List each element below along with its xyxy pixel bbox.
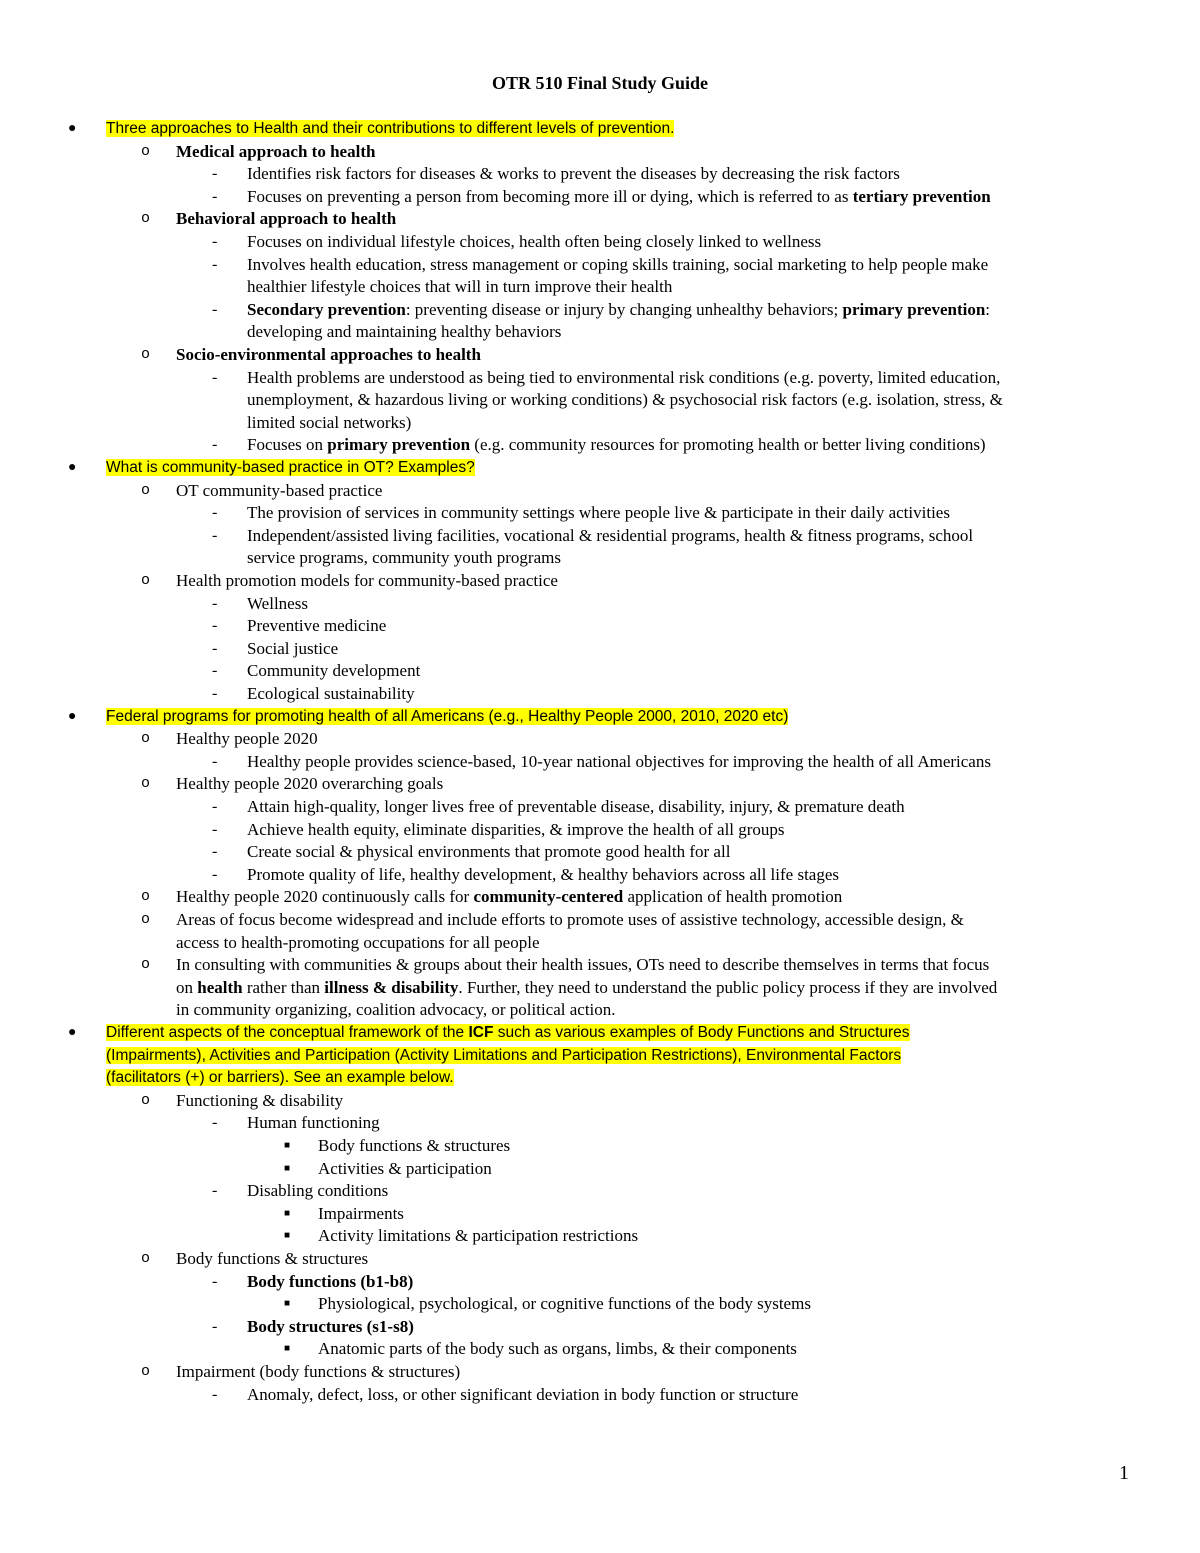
list-item-level-3 [247, 1316, 414, 1339]
bullet-icon: ● [68, 708, 77, 724]
list-item-text [176, 209, 396, 228]
bold-text: Body structures [247, 1316, 363, 1336]
list-item-text: healthier lifestyle choices that will in turn improve their health [247, 277, 673, 297]
list-item-text: Impairment (body functions & structures) [176, 1362, 461, 1381]
list-item-text: Physiological, psychological, or cognitive functions of the body systems [318, 1294, 811, 1314]
list-item-text: Body functions & structures [318, 1136, 511, 1155]
list-item-text: Independent/assisted living facilities, vocational & residential programs, health & fitness programs, school [247, 525, 974, 545]
list-item-level-4 [318, 1158, 492, 1181]
list-item-text [176, 978, 997, 997]
dash-bullet-icon: - [212, 594, 218, 612]
list-item-level-3 [247, 321, 561, 344]
list-item-text: Preventive medicine [247, 616, 387, 636]
list-item-level-2 [176, 999, 616, 1022]
list-item-level-1 [106, 706, 788, 729]
list-item-text: Healthy people 2020 [176, 729, 318, 749]
list-item-text: OT community-based practice [176, 480, 383, 500]
list-item-text [176, 345, 481, 364]
text-run: (e.g. community resources for promoting health or better living conditions) [470, 435, 986, 455]
list-item-level-2 [176, 932, 540, 955]
list-item-text: Healthy people provides science-based, 10-year national objectives for improving the health of all Americans [247, 751, 991, 771]
list-item-text: in community organizing, coalition advocacy, or political action. [176, 1000, 616, 1020]
dash-bullet-icon: - [212, 165, 218, 183]
page-title: OTR 510 Final Study Guide [491, 73, 709, 93]
dash-bullet-icon: - [212, 639, 218, 657]
list-item-text: Promote quality of life, healthy development, & healthy behaviors across all life stages [247, 864, 840, 884]
dash-bullet-icon: - [212, 187, 218, 205]
list-item-level-3 [247, 299, 990, 322]
list-item-level-2 [176, 1248, 368, 1271]
list-item-text: Community development [247, 661, 421, 681]
list-item-text [176, 887, 842, 906]
list-item-level-3 [247, 796, 905, 819]
list-item-level-3 [247, 864, 839, 887]
text-run: : [985, 299, 991, 319]
list-item-text: limited social networks) [247, 412, 412, 432]
dash-bullet-icon: - [212, 1272, 218, 1290]
list-item-text: unemployment, & hazardous living or working conditions) & psychosocial risk factors (e.g. isolation, stress, & [247, 390, 1003, 410]
list-item-text: (Impairments), Activities and Participation (Activity Limitations and Participation Restrictions), Environmental Factors [106, 1046, 902, 1064]
list-item-level-2 [176, 977, 997, 1000]
list-item-level-1 [106, 1022, 910, 1045]
bullet-icon: ● [68, 121, 77, 136]
bold-text: Secondary prevention [247, 299, 406, 319]
bold-text: primary prevention [327, 435, 471, 455]
list-item-text [176, 142, 375, 161]
dash-bullet-icon: - [212, 752, 218, 770]
list-item-level-3 [247, 389, 1003, 412]
list-item-level-3 [247, 1112, 380, 1135]
dash-bullet-icon: - [212, 820, 218, 838]
circle-bullet-icon: o [141, 956, 151, 974]
bold-text: tertiary prevention [852, 186, 991, 206]
text-run: rather than [242, 977, 325, 997]
text-run: Focuses on preventing a person from becoming more ill or dying, which is referred to as [247, 186, 853, 206]
list-item-level-3 [247, 231, 821, 254]
circle-bullet-icon: o [141, 888, 151, 906]
list-item-text: Disabling conditions [247, 1181, 389, 1201]
list-item-level-4 [318, 1293, 811, 1316]
list-item-text: Create social & physical environments that promote good health for all [247, 842, 731, 862]
dash-bullet-icon: - [212, 1182, 218, 1200]
bold-text: Medical approach to health [176, 141, 376, 161]
circle-bullet-icon: o [141, 911, 151, 928]
circle-bullet-icon: o [141, 1091, 151, 1109]
dash-bullet-icon: - [212, 300, 218, 318]
text-run: such as various examples of Body Functions and Structures [493, 1024, 910, 1041]
list-item-text: In consulting with communities & groups about their health issues, OTs need to describe themselves in terms that focus [176, 955, 990, 975]
dash-bullet-icon: - [212, 526, 218, 544]
list-item-level-2 [176, 773, 443, 796]
dash-bullet-icon: - [212, 233, 218, 250]
list-item-text [247, 187, 991, 206]
bullet-icon: ● [68, 1025, 77, 1040]
list-item-level-2 [176, 570, 558, 593]
list-item-level-3 [247, 276, 672, 299]
circle-bullet-icon: o [141, 1250, 151, 1267]
list-item-level-2 [176, 344, 481, 367]
list-item-text: Body functions & structures [176, 1249, 369, 1268]
bold-text: Behavioral approach to health [176, 209, 397, 229]
bold-text: health [197, 977, 243, 997]
list-item-level-2 [176, 886, 842, 909]
list-item-level-1 [106, 457, 475, 480]
list-item-text: Identifies risk factors for diseases & works to prevent the diseases by decreasing the risk factors [247, 164, 900, 184]
list-item-level-4 [318, 1225, 638, 1248]
list-item-level-4 [318, 1203, 404, 1226]
circle-bullet-icon: o [141, 346, 151, 363]
list-item-text: Involves health education, stress management or coping skills training, social marketing to help people make [247, 254, 989, 274]
list-item-text: Anatomic parts of the body such as organs, limbs, & their components [318, 1339, 797, 1359]
text-run: : preventing disease or injury by changing unhealthy behaviors; [405, 299, 843, 319]
list-item-level-3 [247, 412, 411, 435]
list-item-level-3 [247, 525, 973, 548]
page-number: 1 [1119, 1462, 1129, 1484]
bold-text: ICF [468, 1024, 494, 1041]
bullet-icon: ● [68, 460, 77, 475]
list-item-level-3 [247, 434, 986, 457]
list-item-level-1 [106, 118, 674, 141]
list-item-level-2 [176, 141, 375, 164]
list-item-level-3 [247, 254, 988, 277]
dash-bullet-icon: - [212, 685, 218, 702]
dash-bullet-icon: - [212, 255, 218, 273]
bold-text: Socio-environmental approaches to health [176, 345, 481, 364]
square-bullet-icon: ■ [284, 1162, 291, 1174]
list-item-level-3 [247, 163, 900, 186]
bold-text: primary prevention [842, 299, 986, 319]
list-item-text: access to health-promoting occupations for all people [176, 932, 540, 952]
square-bullet-icon: ■ [284, 1140, 291, 1151]
list-item-level-3 [247, 683, 415, 706]
list-item-level-1 [106, 1067, 454, 1090]
dash-bullet-icon: - [212, 1385, 218, 1403]
dash-bullet-icon: - [212, 662, 218, 680]
list-item-level-2 [176, 954, 989, 977]
list-item-text: Wellness [247, 593, 308, 613]
dash-bullet-icon: - [212, 617, 218, 635]
dash-bullet-icon: - [212, 798, 218, 815]
list-item-level-3 [247, 367, 1000, 390]
list-item-text: Focuses on individual lifestyle choices, health often being closely linked to wellness [247, 232, 822, 251]
list-item-text: Achieve health equity, eliminate disparities, & improve the health of all groups [247, 819, 785, 839]
list-item-level-3 [247, 1271, 413, 1294]
square-bullet-icon: ■ [284, 1298, 291, 1310]
list-item-level-3 [247, 660, 420, 683]
list-item-text: Activity limitations & participation restrictions [318, 1226, 639, 1246]
list-item-text: Social justice [247, 638, 339, 658]
list-item-level-3 [247, 593, 308, 616]
circle-bullet-icon: o [141, 481, 151, 499]
dash-bullet-icon: - [212, 1317, 218, 1335]
dash-bullet-icon: - [212, 368, 218, 386]
list-item-text: Impairments [318, 1203, 404, 1223]
dash-bullet-icon: - [212, 504, 218, 522]
list-item-level-3 [247, 638, 338, 661]
list-item-text [247, 300, 990, 319]
list-item-text: Healthy people 2020 overarching goals [176, 774, 444, 794]
list-item-text: Three approaches to Health and their contributions to different levels of prevention. [106, 120, 675, 137]
list-item-text: Functioning & disability [176, 1090, 344, 1110]
circle-bullet-icon: o [141, 142, 151, 160]
list-item-text: Areas of focus become widespread and include efforts to promote uses of assistive technology, accessible design, & [176, 910, 964, 929]
circle-bullet-icon: o [141, 775, 151, 793]
list-item-level-2 [176, 728, 318, 751]
list-item-level-3 [247, 615, 386, 638]
list-item-level-4 [318, 1338, 797, 1361]
bold-text: community-centered [473, 887, 624, 907]
list-item-level-3 [247, 1180, 388, 1203]
list-item-level-3 [247, 502, 950, 525]
circle-bullet-icon: o [141, 1363, 151, 1380]
square-bullet-icon: ■ [284, 1207, 291, 1219]
list-item-level-2 [176, 909, 964, 932]
list-item-level-2 [176, 208, 396, 231]
text-run: Different aspects of the conceptual framework of the [106, 1024, 469, 1041]
dash-bullet-icon: - [212, 1114, 218, 1132]
text-run: . Further, they need to understand the public policy process if they are involved [458, 977, 998, 997]
dash-bullet-icon: - [212, 436, 218, 454]
list-item-text: Health problems are understood as being tied to environmental risk conditions (e.g. poverty, limited education, [247, 367, 1001, 387]
list-item-level-3 [247, 751, 991, 774]
list-item-text [106, 1024, 910, 1041]
list-item-level-2 [176, 480, 382, 503]
bold-text: (s1-s8) [362, 1316, 414, 1336]
bold-text: (b1-b8) [356, 1271, 414, 1291]
list-item-level-1 [106, 1045, 901, 1068]
text-run: application of health promotion [623, 887, 843, 907]
list-item-text [247, 1317, 414, 1336]
dash-bullet-icon: - [212, 843, 218, 861]
square-bullet-icon: ■ [284, 1343, 291, 1355]
bold-text: Body functions [247, 1271, 357, 1291]
list-item-text: Anomaly, defect, loss, or other significant deviation in body function or structure [247, 1384, 799, 1404]
list-item-level-2 [176, 1090, 343, 1113]
list-item-text: Federal programs for promoting health of all Americans (e.g., Healthy People 2000, 2010, 2020 etc) [106, 707, 789, 725]
list-item-level-3 [247, 819, 785, 842]
list-item-text: Attain high-quality, longer lives free of preventable disease, disability, injury, & premature death [247, 797, 905, 816]
list-item-text [247, 1272, 413, 1291]
list-item-text: developing and maintaining healthy behaviors [247, 322, 562, 342]
list-item-text: Activities & participation [318, 1158, 492, 1178]
text-run: Focuses on [247, 435, 328, 455]
dash-bullet-icon: - [212, 865, 218, 883]
list-item-text: What is community-based practice in OT? Examples? [106, 459, 475, 476]
list-item-text: service programs, community youth programs [247, 548, 561, 568]
list-item-level-3 [247, 841, 730, 864]
text-run: Healthy people 2020 continuously calls for [176, 887, 474, 907]
square-bullet-icon: ■ [284, 1230, 291, 1242]
list-item-text: Ecological sustainability [247, 684, 415, 703]
list-item-level-3 [247, 547, 561, 570]
list-item-level-4 [318, 1135, 510, 1158]
list-item-level-2 [176, 1361, 460, 1384]
text-run: on [176, 977, 198, 997]
bold-text: illness & disability [324, 977, 459, 997]
list-item-level-3 [247, 1384, 798, 1407]
circle-bullet-icon: o [141, 210, 151, 228]
list-item-text: Human functioning [247, 1113, 380, 1133]
list-item-text [247, 435, 986, 454]
list-item-text: The provision of services in community settings where people live & participate in their daily activities [247, 503, 950, 523]
circle-bullet-icon: o [141, 730, 151, 748]
circle-bullet-icon: o [141, 572, 151, 589]
list-item-text: (facilitators (+) or barriers). See an example below. [106, 1069, 454, 1087]
list-item-text: Health promotion models for community-based practice [176, 571, 558, 590]
list-item-level-3 [247, 186, 991, 209]
